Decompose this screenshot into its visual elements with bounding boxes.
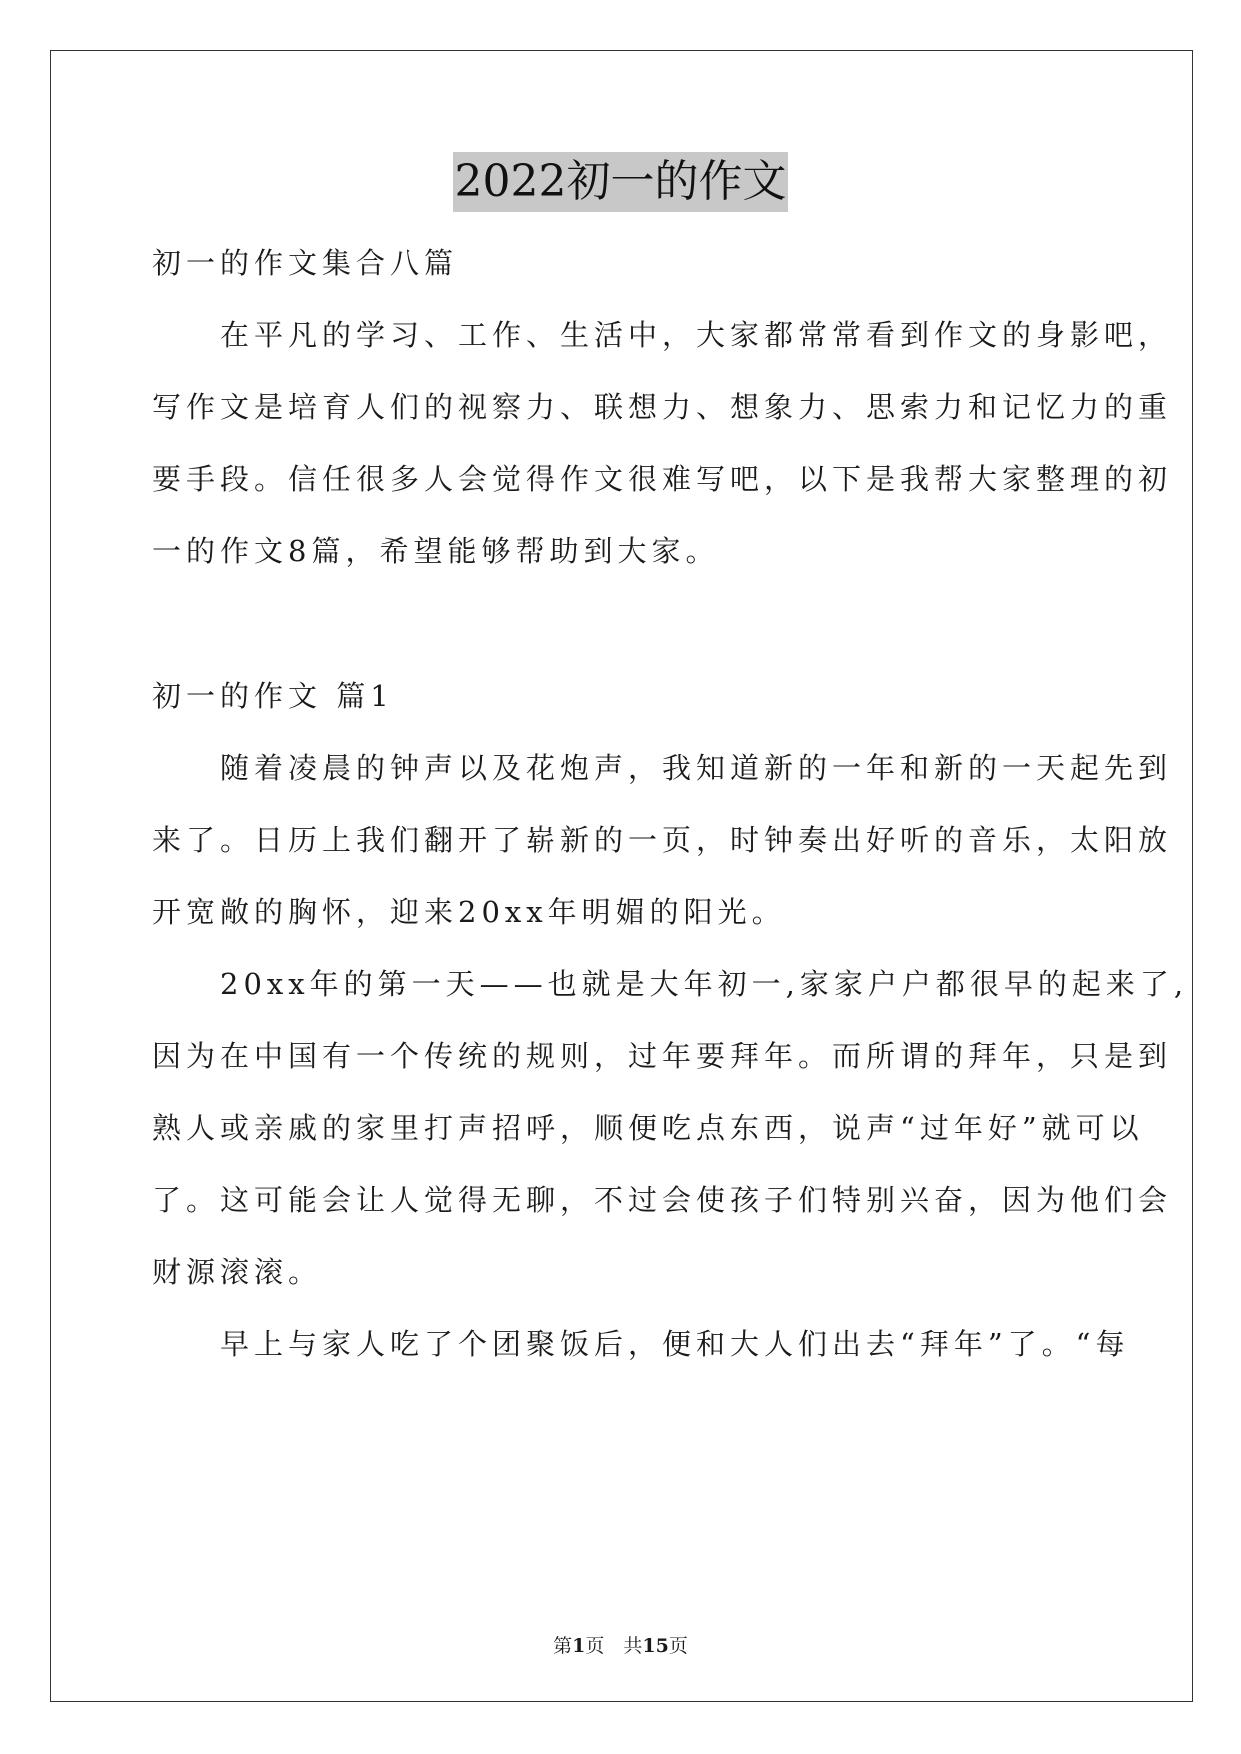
document-title: 2022初一的作文 bbox=[453, 152, 789, 212]
body-line: 随着凌晨的钟声以及花炮声，我知道新的一年和新的一天起先到 bbox=[152, 751, 1173, 785]
section-heading: 初一的作文 篇1 bbox=[152, 679, 394, 713]
total-page-count: 15 bbox=[642, 1635, 669, 1657]
footer-prefix: 第 bbox=[553, 1635, 573, 1657]
title-container bbox=[0, 152, 1241, 212]
subtitle-line: 初一的作文集合八篇 bbox=[152, 246, 459, 280]
footer-suffix: 页 bbox=[668, 1635, 688, 1657]
body-line: 了。这可能会让人觉得无聊，不过会使孩子们特别兴奋，因为他们会 bbox=[152, 1183, 1173, 1217]
body-line: 因为在中国有一个传统的规则，过年要拜年。而所谓的拜年，只是到 bbox=[152, 1039, 1173, 1073]
body-line: 20xx年的第一天——也就是大年初一,家家户户都很早的起来了, bbox=[152, 967, 1189, 1001]
body-line: 一的作文8篇，希望能够帮助到大家。 bbox=[152, 534, 720, 568]
current-page-number: 1 bbox=[572, 1635, 586, 1657]
body-line: 开宽敞的胸怀，迎来20xx年明媚的阳光。 bbox=[152, 895, 786, 929]
body-line: 要手段。信任很多人会觉得作文很难写吧，以下是我帮大家整理的初 bbox=[152, 462, 1173, 496]
body-line: 来了。日历上我们翻开了崭新的一页，时钟奏出好听的音乐，太阳放 bbox=[152, 823, 1173, 857]
body-line: 在平凡的学习、工作、生活中，大家都常常看到作文的身影吧， bbox=[152, 318, 1173, 352]
body-line: 熟人或亲戚的家里打声招呼，顺便吃点东西，说声“过年好”就可以 bbox=[152, 1111, 1144, 1145]
footer-mid: 页 共 bbox=[585, 1635, 643, 1657]
body-line: 写作文是培育人们的视察力、联想力、想象力、思索力和记忆力的重 bbox=[152, 390, 1173, 424]
page-footer bbox=[0, 1634, 1241, 1658]
body-line: 财源滚滚。 bbox=[152, 1255, 323, 1289]
page-border bbox=[50, 50, 1193, 1702]
body-line: 早上与家人吃了个团聚饭后，便和大人们出去“拜年”了。“每 bbox=[152, 1327, 1130, 1361]
